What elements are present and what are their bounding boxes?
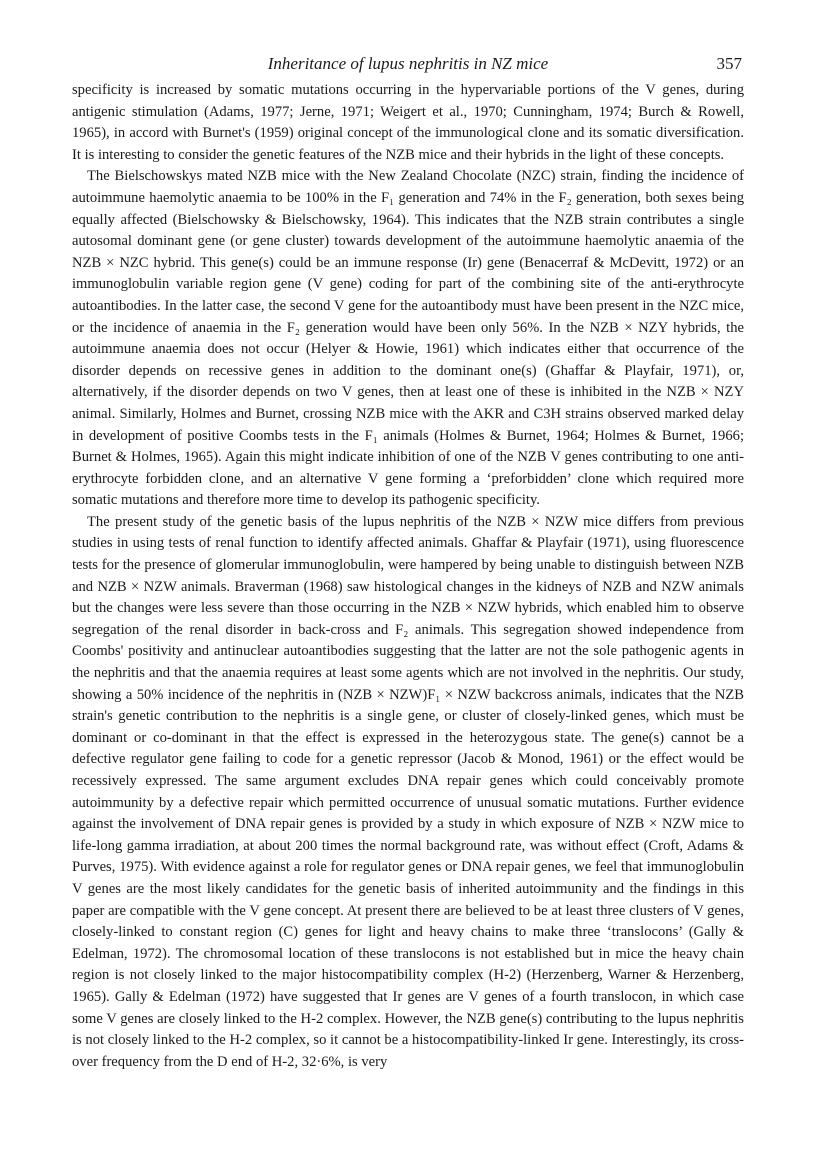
body-text: [72, 80, 744, 1073]
journal-page: [72, 52, 744, 1073]
running-header: [72, 52, 744, 78]
paragraph-nzc-cross: The Bielschowskys mated NZB mice with the New Zealand Chocolate (NZC) strain, finding the incidence of autoimmune haemolytic anaemia to be 100% in the F₁ generation and 74% in the F₂ generation, both sexes being equally affected (Bielschowsky & Bielschowsky, 1964). This indicates that the NZB strain contributes a single autosomal dominant gene (or gene cluster) towards development of the autoimmune haemolytic anaemia of the NZB × NZC hybrid. This gene(s) could be an immune response (Ir) gene (Benacerraf & McDevitt, 1972) or an immunoglobulin variable region gene (V gene) coding for part of the combining site of the anti-erythrocyte autoantibodies. In the latter case, the second V gene for the autoantibody must have been present in the NZC mice, or the incidence of anaemia in the F₂ generation would have been only 56%. In the NZB × NZY hybrids, the autoimmune anaemia does not occur (Helyer & Howie, 1961) which indicates either that occurrence of the disorder depends on recessive genes in addition to the dominant one(s) (Ghaffar & Playfair, 1971), or, alternatively, if the disorder depends on two V genes, then at least one of these is inhibited in the NZB × NZY animal. Similarly, Holmes and Burnet, crossing NZB mice with the AKR and C3H strains observed marked delay in development of positive Coombs tests in the F₁ animals (Holmes & Burnet, 1964; Holmes & Burnet, 1966; Burnet & Holmes, 1965). Again this might indicate inhibition of one of the NZB V genes contributing to one anti-erythrocyte forbidden clone, and an alternative V gene forming a ‘preforbidden’ clone which required more somatic mutations and therefore more time to develop its pathogenic specificity.: [72, 168, 744, 509]
paragraph-present-study: The present study of the genetic basis of the lupus nephritis of the NZB × NZW mice differs from previous studies in using tests of renal function to identify affected animals. Ghaffar & Playfair (1971), using fluorescence tests for the presence of glomerular immunoglobulin, were hampered by being unable to distinguish between NZB and NZB × NZW animals. Braverman (1968) saw histological changes in the kidneys of NZB and NZW animals but the changes were less severe than those occurring in the NZB × NZW hybrids, which enabled him to observe segregation of the renal disorder in back-cross and F₂ animals. This segregation showed independence from Coombs' positivity and antinuclear autoantibodies suggesting that the latter are not the sole pathogenic agents in the nephritis and that the anaemia requires at least some agents which are not involved in the nephritis. Our study, showing a 50% incidence of the nephritis in (NZB × NZW)F₁ × NZW backcross animals, indicates that the NZB strain's genetic contribution to the nephritis is a single gene, or cluster of closely-linked genes, which must be dominant or co-dominant in that the effect is expressed in the heterozygous state. The gene(s) cannot be a defective regulator gene failing to code for a genetic repressor (Jacob & Monod, 1961) or the effect would be recessively expressed. The same argument excludes DNA repair genes which could conceivably promote autoimmunity by a defective repair which permitted occurrence of unusual somatic mutations. Further evidence against the involvement of DNA repair genes is provided by a study in which exposure of NZB × NZW mice to life-long gamma irradiation, at about 200 times the normal background rate, was without effect (Croft, Adams & Purves, 1975). With evidence against a role for regulator genes or DNA repair genes, we feel that immunoglobulin V genes are the most likely candidates for the genetic basis of inherited autoimmunity and the findings in this paper are compatible with the V gene concept. At present there are believed to be at least three clusters of V genes, closely-linked to constant region (C) genes for light and heavy chains to make three ‘translocons’ (Gally & Edelman, 1972). The chromosomal location of these translocons is not established but in mice the heavy chain region is not closely linked to the major histocompatibility complex (H-2) (Herzenberg, Warner & Herzenberg, 1965). Gally & Edelman (1972) have suggested that Ir genes are V genes of a fourth translocon, in which case some V genes are closely linked to the H-2 complex. However, the NZB gene(s) contributing to the lupus nephritis is not closely linked to the H-2 complex, so it cannot be a histocompatibility-linked Ir gene. Interestingly, its cross-over frequency from the D end of H-2, 32·6%, is very: [72, 513, 744, 1070]
running-title: Inheritance of lupus nephritis in NZ mice: [267, 54, 549, 73]
paragraph-continued: specificity is increased by somatic mutations occurring in the hypervariable portions of the V genes, during antigenic stimulation (Adams, 1977; Jerne, 1971; Weigert et al., 1970; Cunningham, 1974; Burch & Rowell, 1965), in accord with Burnet's (1959) original concept of the immunological clone and its somatic diversification. It is interesting to consider the genetic features of the NZB mice and their hybrids in the light of these concepts.: [72, 82, 744, 163]
page-number: 357: [716, 54, 742, 73]
